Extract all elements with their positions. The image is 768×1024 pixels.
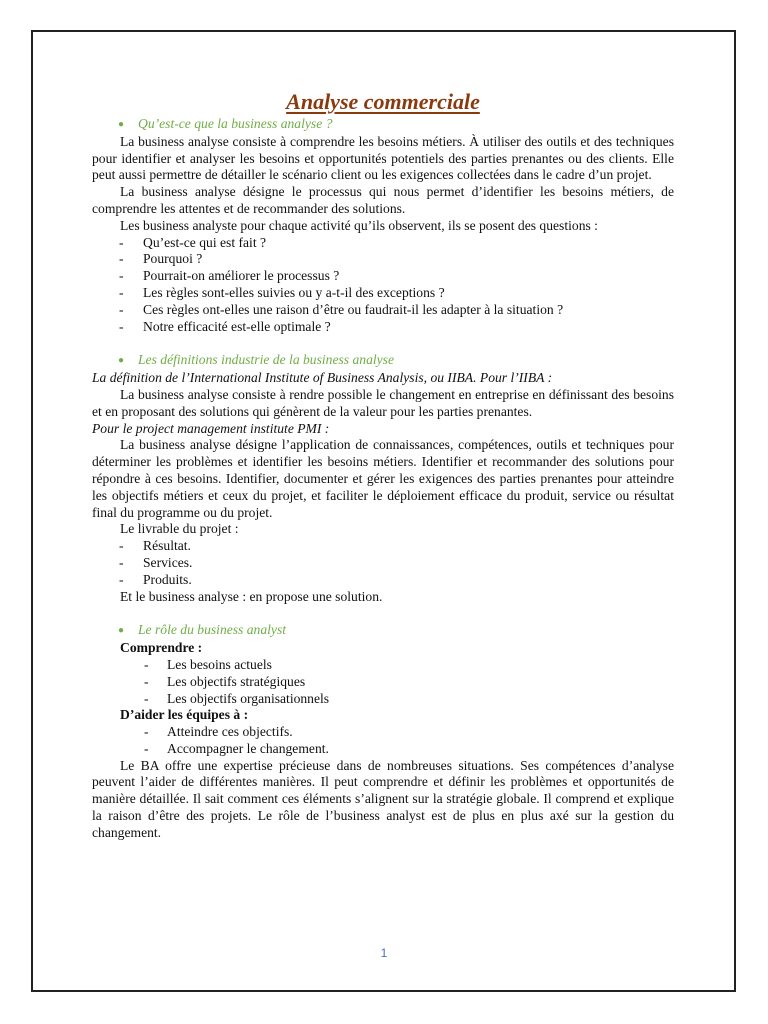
- list-item: - Qu’est-ce qui est fait ?: [92, 235, 674, 252]
- paragraph: La business analyse consiste à comprendre les besoins métiers. À utiliser des outils et des techniques pour identifier et analyser les besoins et opportunités potentiels des parties prenantes ou des clients. Elle peut aussi permettre de détailler le scénario client ou les exigences collectées dans le cadre d’un projet.: [92, 133, 674, 183]
- paragraph: La business analyse désigne l’application de connaissances, compétences, outils et techniques pour déterminer les problèmes et identifier les besoins métiers. Identifier et recommander des solutions pour répondre à ces besoins. Identifier, documenter et gérer les exigences des parties prenantes pour atteindre les objectifs métiers et ceux du projet, et faciliter le déploiement efficace du produit, service ou résultat final du programme ou du projet.: [92, 437, 674, 520]
- list-item: - Ces règles ont-elles une raison d’être ou faudrait-il les adapter à la situation ?: [92, 302, 674, 319]
- paragraph: La business analyse consiste à rendre possible le changement en entreprise en définissant des besoins et en proposant des solutions qui génèrent de la valeur pour les parties prenantes.: [92, 386, 674, 419]
- bullet-icon: ●: [118, 119, 125, 130]
- section-heading-definition: [118, 116, 674, 134]
- list-item: - Produits.: [92, 572, 674, 589]
- list-item: - Les règles sont-elles suivies ou y a-t-il des exceptions ?: [92, 285, 674, 302]
- document-body: [92, 88, 674, 842]
- bullet-icon: ●: [118, 625, 125, 637]
- aider-label: D’aider les équipes à :: [120, 707, 249, 723]
- list-item: - Atteindre ces objectifs.: [92, 724, 674, 741]
- list-item: - Résultat.: [92, 538, 674, 555]
- paragraph: Les business analyste pour chaque activité qu’ils observent, ils se posent des questions :: [120, 217, 598, 233]
- paragraph: La business analyse désigne le processus qui nous permet d’identifier les besoins métiers, de comprendre les attentes et de recommander des solutions.: [92, 184, 674, 216]
- paragraph: Et le business analyse : en propose une solution.: [120, 588, 383, 604]
- paragraph: Le livrable du projet :: [120, 521, 239, 537]
- list-item: - Pourrait-on améliorer le processus ?: [92, 268, 674, 285]
- paragraph: Le BA offre une expertise précieuse dans de nombreuses situations. Ses compétences d’analyse peuvent l’aider de différentes manières. Il peut comprendre et définir les problèmes et opportunités de manière détaillée. Il sait comment ces éléments s’alignent sur la stratégie globale. Il comprend et explique la raison d’être des projets. Le rôle de l’business analyst est de plus en plus axé sur la gestion du changement.: [92, 757, 674, 840]
- list-item: - Pourquoi ?: [92, 251, 674, 268]
- list-item: - Les besoins actuels: [92, 657, 674, 674]
- list-item: - Accompagner le changement.: [92, 741, 674, 758]
- aider-list: [92, 724, 674, 758]
- list-item: - Les objectifs organisationnels: [92, 691, 674, 708]
- section-heading-text: Le rôle du business analyst: [138, 622, 287, 638]
- iiba-intro: La définition de l’International Institute of Business Analysis, ou IIBA. Pour l’IIBA :: [92, 370, 553, 386]
- section-heading-role: [118, 622, 674, 640]
- comprendre-list: [92, 657, 674, 707]
- document-title: Analyse commerciale: [286, 89, 480, 114]
- section-heading-industry-definitions: [118, 352, 674, 370]
- questions-list: [92, 235, 674, 336]
- page-number: 1: [380, 946, 388, 960]
- bullet-icon: ●: [118, 355, 125, 367]
- list-item: - Les objectifs stratégiques: [92, 674, 674, 691]
- pmi-intro: Pour le project management institute PMI :: [92, 420, 330, 436]
- list-item: - Notre efficacité est-elle optimale ?: [92, 319, 674, 336]
- section-heading-text: Qu’est-ce que la business analyse ?: [138, 116, 333, 131]
- list-item: - Services.: [92, 555, 674, 572]
- comprendre-label: Comprendre :: [120, 640, 203, 656]
- section-heading-text: Les définitions industrie de la business analyse: [138, 352, 395, 368]
- deliverables-list: [92, 538, 674, 588]
